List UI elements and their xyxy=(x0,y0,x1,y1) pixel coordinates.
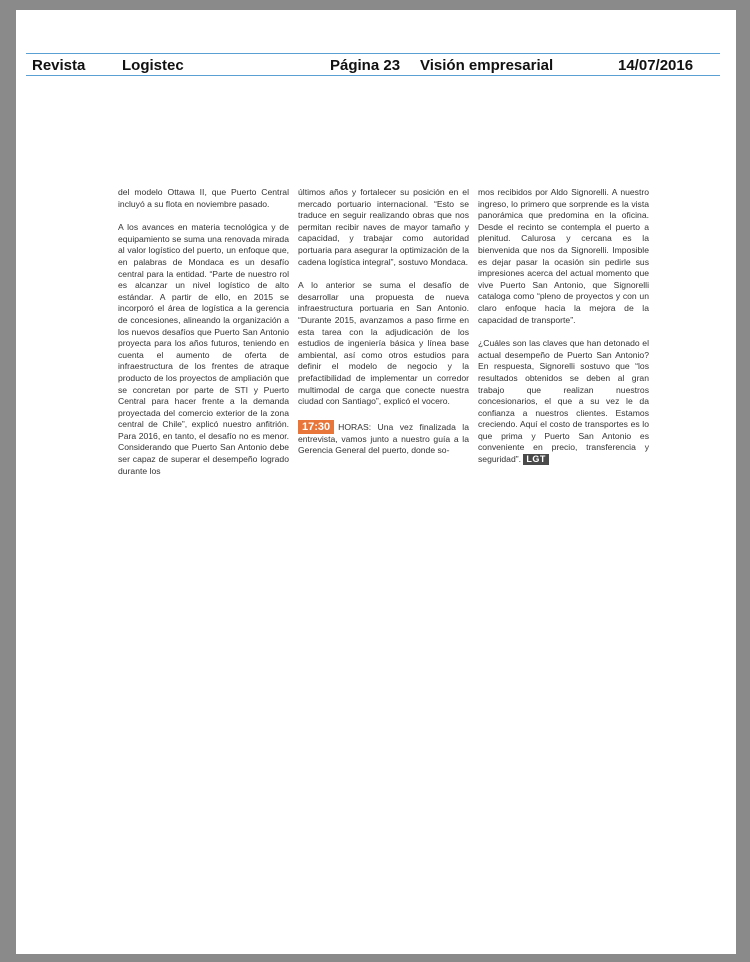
article-paragraph: A lo anterior se suma el desafío de desarrollar una propuesta de nueva infraestructura portuaria en San Antonio. “Durante 2015, avanzamos a paso firme en esta tarea con la adjudicación de los estudios de ingeniería básica y línea base ambiental, así como otros estudios para definir el modelo de negocio y la prefactibilidad de implementar un corredor multimodal de carga que conecte nuestra ciudad con Santiago”, explicó el vocero. xyxy=(298,280,469,407)
article-paragraph xyxy=(478,338,649,466)
article-paragraph: últimos años y fortalecer su posición en el mercado portuario internacional. “Esto se traduce en seguir realizando obras que nos permitan recibir naves de mayor tamaño y capacidad, y trabajar como autoridad portuaria para asegurar la optimización de la cadena logística integral”, sostuvo Mondaca. xyxy=(298,187,469,267)
header-date: 14/07/2016 xyxy=(618,57,694,74)
article-paragraph: A los avances en materia tecnológica y de equipamiento se suma una renovada mirada al valor logístico del puerto, un enfoque que, en palabras de Mondaca es un desafío central para la entidad. “Parte de nuestro rol es alcanzar un nivel logístico de alto estándar. A partir de ello, en 2015 se incorporó el área de logística a la gerencia de concesiones, alineando la organización a los nuevos desafíos que Puerto San Antonio proyecta para los años futuros, teniendo en cuenta el aumento de oferta de infraestructura de los frentes de atraque producto de los proyectos de ampliación que se concretan por parte de STI y Puerto Central para hacer frente a la demanda proyectada del comercio exterior de la zona central de Chile”, explicó nuestro anfitrión. Para 2016, en tanto, el desafío no es menor. Considerando que Puerto San Antonio debe ser capaz de superar el desempeño logrado durante los xyxy=(118,222,289,476)
time-paragraph-text: HORAS: Una vez finalizada la entrevista, vamos junto a nuestro guía a la Gerencia General del puerto, donde so- xyxy=(298,421,469,456)
closing-paragraph-text: ¿Cuáles son las claves que han detonado el actual desempeño de Puerto San Antonio? En respuesta, Signorelli sostuvo que “los resultados obtenidos se deben al gran trabajo que realizan nuestros concesionarios, el que a su vez le da confianza a nuestros clientes. Estamos creciendo. Aquí el costo de transportes es lo que prima y Puerto San Antonio es conveniente en precio, transferencia y seguridad”. xyxy=(478,338,649,465)
header-section: Visión empresarial xyxy=(420,57,554,74)
time-badge: 17:30 xyxy=(298,420,334,434)
article-column-2 xyxy=(298,187,469,469)
article-column-1 xyxy=(118,187,289,489)
article-column-3 xyxy=(478,187,649,478)
header-source: Revista xyxy=(32,57,86,74)
article-paragraph: del modelo Ottawa II, que Puerto Central incluyó a su flota en noviembre pasado. xyxy=(118,187,289,209)
document-page xyxy=(16,10,736,954)
header-page-number: Página 23 xyxy=(330,57,401,74)
article-paragraph: mos recibidos por Aldo Signorelli. A nuestro ingreso, lo primero que sorprende es la vista panorámica que predomina en la oficina. Desde el recinto se contempla el puerto a plenitud. Calurosa y cercana es la bienvenida que nos da Signorelli. Imposible es dejar pasar la ocasión sin pedirle sus impresiones acerca del actual momento que vive Puerto San Antonio, que Signorelli cataloga como “pleno de proyectos y con un claro enfoque hacia la mejora de la capacidad de transporte”. xyxy=(478,187,649,325)
header-bottom-rule xyxy=(26,75,720,76)
article-paragraph xyxy=(298,420,469,457)
header-publication: Logistec xyxy=(122,57,184,74)
header-top-rule xyxy=(26,53,720,54)
end-logo: LGT xyxy=(523,454,549,465)
